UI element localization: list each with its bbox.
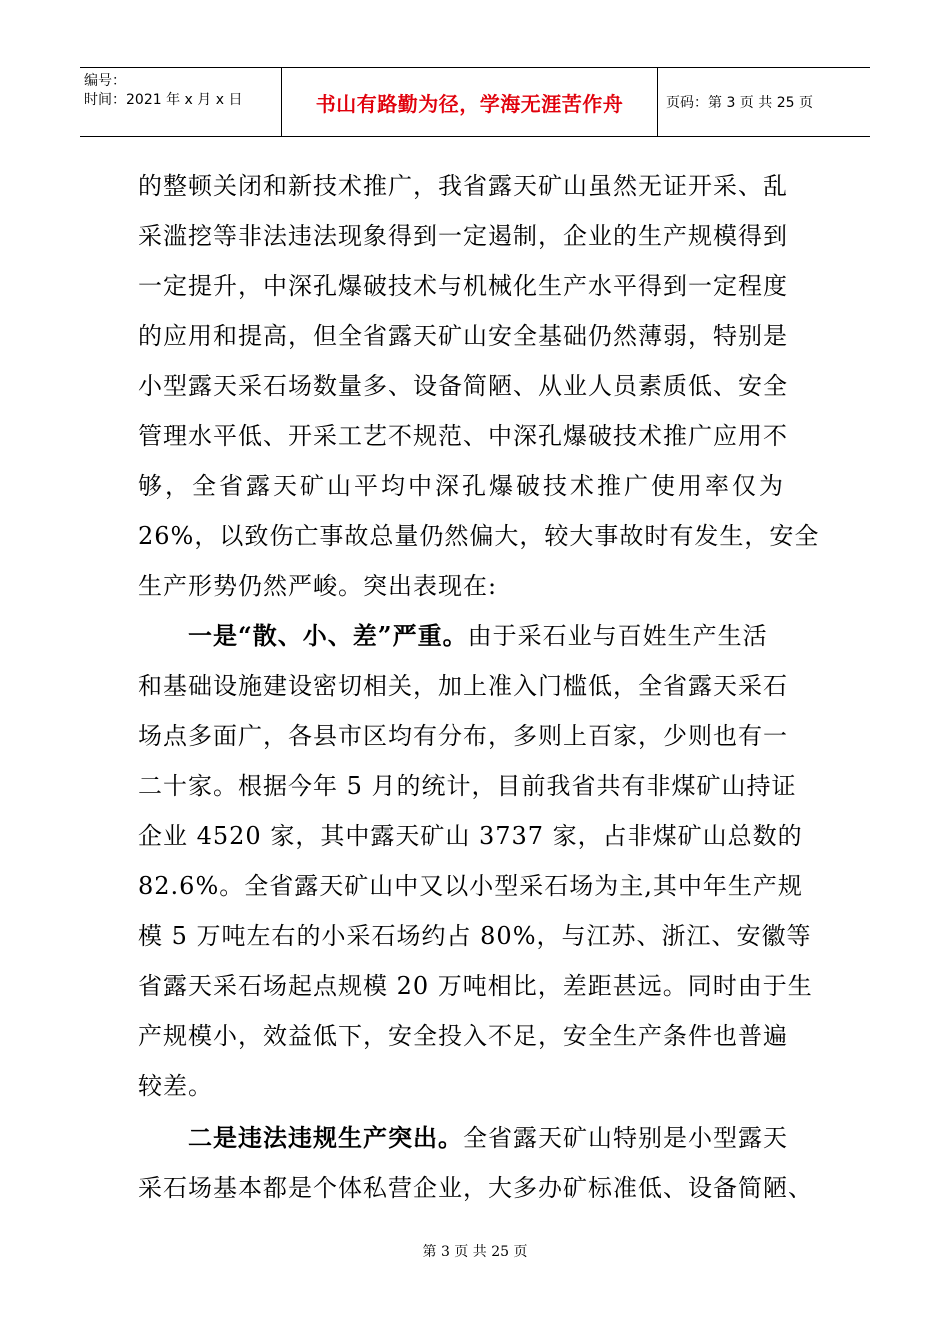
page-label: 页码：第 3 页 共 25 页 (666, 95, 813, 111)
paragraph-2-text: 全省露天矿山特别是小型露天 (463, 1124, 788, 1152)
body-line: 的应用和提高，但全省露天矿山安全基础仍然薄弱，特别是 (138, 322, 788, 350)
body-line: 和基础设施建设密切相关，加上准入门槛低，全省露天采石 (138, 672, 788, 700)
body-line: 采滥挖等非法违法现象得到一定遏制，企业的生产规模得到 (138, 222, 788, 250)
paragraph-1-heading: 一是“散、小、差”严重。 (188, 621, 468, 650)
number-label: 编号： (84, 73, 126, 89)
document-header (80, 67, 870, 137)
body-line: 小型露天采石场数量多、设备简陋、从业人员素质低、安全 (138, 372, 788, 400)
body-line: 82.6%。全省露天矿山中又以小型采石场为主,其中年生产规 (138, 872, 803, 900)
body-line: 企业 4520 家，其中露天矿山 3737 家，占非煤矿山总数的 (138, 822, 803, 850)
paragraph-1-text: 由于采石业与百姓生产生活 (467, 622, 768, 650)
body-line: 管理水平低、开采工艺不规范、中深孔爆破技术推广应用不 (138, 422, 788, 450)
paragraph-2-heading: 二是违法违规生产突出。 (188, 1123, 463, 1152)
body-line: 采石场基本都是个体私营企业，大多办矿标准低、设备简陋、 (138, 1174, 813, 1202)
body-line: 模 5 万吨左右的小采石场约占 80%，与江苏、浙江、安徽等 (138, 922, 812, 950)
body-line: 产规模小，效益低下，安全投入不足，安全生产条件也普遍 (138, 1022, 788, 1050)
body-line: 场点多面广，各县市区均有分布，多则上百家，少则也有一 (138, 722, 788, 750)
body-line: 够，全省露天矿山平均中深孔爆破技术推广使用率仅为 (138, 472, 786, 500)
body-line: 较差。 (138, 1072, 213, 1100)
header-slogan-cell (282, 68, 658, 136)
paragraph-1-first-line (138, 611, 818, 661)
header-page-cell (658, 68, 870, 136)
slogan: 书山有路勤为径，学海无涯苦作舟 (315, 91, 624, 116)
body-line: 一定提升，中深孔爆破技术与机械化生产水平得到一定程度 (138, 272, 788, 300)
body-line: 的整顿关闭和新技术推广，我省露天矿山虽然无证开采、乱 (138, 172, 788, 200)
header-meta (80, 68, 282, 136)
body-line: 生产形势仍然严峻。突出表现在: (138, 572, 498, 600)
time-label: 时间：2021 年 x 月 x 日 (84, 92, 243, 108)
body-line: 省露天采石场起点规模 20 万吨相比，差距甚远。同时由于生 (138, 972, 813, 1000)
page-footer: 第 3 页 共 25 页 (422, 1244, 528, 1260)
paragraph-2-first-line (138, 1113, 818, 1163)
body-line: 26%，以致伤亡事故总量仍然偏大，较大事故时有发生，安全 (138, 522, 820, 550)
document-body (138, 161, 818, 1213)
body-line: 二十家。根据今年 5 月的统计，目前我省共有非煤矿山持证 (138, 772, 797, 800)
